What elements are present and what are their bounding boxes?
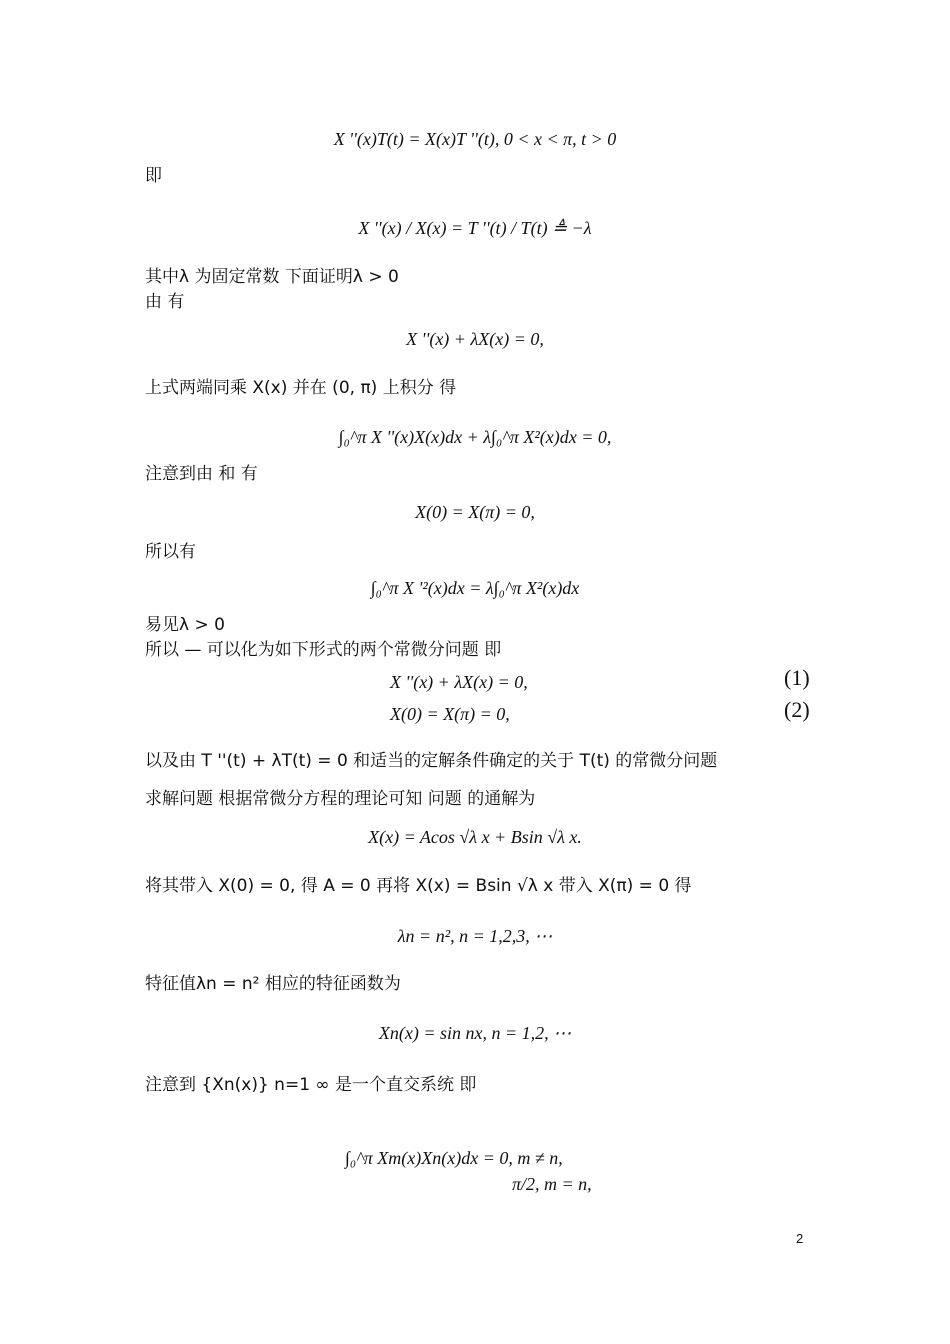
text-line: 特征值λn = n² 相应的特征函数为 [145,974,401,994]
equation-orthogonality-2: π/2, m = n, [512,1174,592,1194]
equation-eigenfunctions: Xn(x) = sin nx, n = 1,2, ⋯ [378,1023,572,1043]
equation-general-solution: X(x) = Acos √λ x + Bsin √λ x. [368,827,582,847]
equation-ratio: X ''(x) / X(x) = T ''(t) / T(t) ≜ −λ [358,218,592,238]
equation-ode-x: X ''(x) + λX(x) = 0, [406,329,544,349]
text-line: 求解问题 根据常微分方程的理论可知 问题 的通解为 [145,789,536,809]
system-equation-1: X ''(x) + λX(x) = 0, [390,672,528,692]
text-line: 所以 — 可以化为如下形式的两个常微分问题 即 [145,640,502,660]
text-line: 易见λ > 0 [145,615,225,635]
text-line: 其中λ 为固定常数 下面证明λ > 0 [145,267,399,287]
text-line: 由 有 [145,292,185,312]
page-number: 2 [796,1231,804,1246]
equation-separation: X ''(x)T(t) = X(x)T ''(t), 0 < x < π, t > 0 [333,129,617,149]
equation-boundary: X(0) = X(π) = 0, [415,502,535,522]
equation-number-1: (1) [784,665,810,690]
text-line: 注意到 {Xn(x)} n=1 ∞ 是一个直交系统 即 [145,1075,477,1095]
text-line: 将其带入 X(0) = 0, 得 A = 0 再将 X(x) = Bsin √λ x 带入 X(π) = 0 得 [145,876,692,896]
text-line: 注意到由 和 有 [145,464,258,484]
equation-integral-energy: ∫₀^π X '²(x)dx = λ∫₀^π X²(x)dx [370,578,580,598]
system-equation-2: X(0) = X(π) = 0, [390,704,510,724]
text-line: 上式两端同乘 X(x) 并在 (0, π) 上积分 得 [145,378,457,398]
equation-eigenvalues: λn = n², n = 1,2,3, ⋯ [397,926,553,946]
equation-integral: ∫₀^π X ''(x)X(x)dx + λ∫₀^π X²(x)dx = 0, [338,427,612,447]
text-line: 即 [145,166,162,186]
text-line: 以及由 T ''(t) + λT(t) = 0 和适当的定解条件确定的关于 T(t) 的常微分问题 [145,751,718,771]
equation-orthogonality-1: ∫₀^π Xm(x)Xn(x)dx = 0, m ≠ n, [345,1148,563,1168]
equation-number-2: (2) [784,697,810,722]
text-line: 所以有 [145,542,196,562]
